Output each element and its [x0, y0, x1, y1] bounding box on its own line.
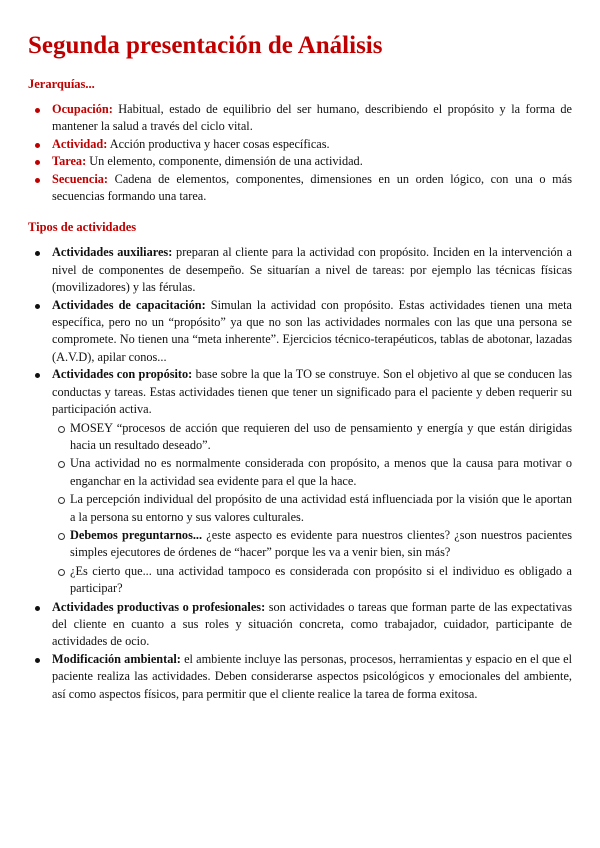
sub-text: ¿este aspecto es evidente para nuestros clientes? ¿son nuestros pacientes simples ejecutores de órdenes de “hacer” porque les va a venir bien, sin más?: [70, 527, 572, 560]
definition: preparan al cliente para la actividad con propósito. Inciden en la intervención a nivel de componentes de desempeño. Se situarían a nivel de tareas: por ejemplo las técnicas físicas (movilizadores) y las férulas.: [52, 245, 573, 295]
term: Secuencia:: [52, 171, 109, 186]
bullet-icon: [35, 373, 40, 378]
sub-text: ¿Es cierto que... una actividad tampoco es considerada con propósito si el individuo es obligado a participar?: [70, 563, 572, 596]
circle-bullet-icon: [58, 569, 65, 576]
term: Actividades productivas o profesionales:: [52, 599, 266, 614]
bullet-icon: [35, 658, 40, 663]
section-heading-jerarquias: Jerarquías...: [28, 77, 95, 91]
bullet-icon: [35, 251, 40, 256]
definition: Acción productiva y hacer cosas específicas.: [107, 136, 330, 151]
definition: el ambiente incluye las personas, procesos, herramientas y espacio en el que el paciente realiza las actividades. Deben considerarse aspectos psicológicos y emocionales del ambiente, así como aspectos físicos, para permitir que el cliente realice la tarea de forma exitosa.: [52, 651, 572, 701]
bullet-icon: [35, 143, 40, 148]
list-item: [28, 599, 572, 651]
sub-text: La percepción individual del propósito de una actividad está influenciada por la visión que le aportan a la persona su entorno y sus valores culturales.: [70, 492, 572, 524]
list-item: [28, 297, 572, 367]
definition: base sobre la que la TO se construye. Son el objetivo al que se conducen las conductas y tareas. Estas actividades tienen que tener un significado para el paciente y deben requerir su participación activa.: [52, 367, 572, 417]
sub-text: Una actividad no es normalmente considerada con propósito, a menos que la causa para motivar o enganchar en la actividad sea evidente para el que la hace.: [70, 456, 572, 488]
bullet-icon: [35, 606, 40, 611]
term: Actividades de capacitación:: [52, 297, 206, 312]
sub-list-item: [28, 491, 572, 526]
definition: Cadena de elementos, componentes, dimensiones en un orden lógico, con una o más secuencias formando una tarea.: [52, 171, 572, 204]
list-item: [28, 101, 572, 136]
definition: Simulan la actividad con propósito. Estas actividades tienen una meta específica, pero no un “propósito” ya que no son las actividades normales con las que una persona se compromete. No tienen una “meta inherente”. Ejercicios técnico-terapéuticos, tablas de abotonar, lazadas (A.V.D), apilar conos...: [52, 297, 572, 364]
list-item: [28, 244, 572, 296]
bullet-icon: [35, 178, 40, 183]
term: Actividades con propósito:: [52, 367, 193, 382]
bullet-icon: [35, 108, 40, 113]
circle-bullet-icon: [58, 533, 65, 540]
definition: Un elemento, componente, dimensión de una actividad.: [86, 154, 363, 169]
sub-list-item: [28, 527, 572, 562]
circle-bullet-icon: [58, 426, 65, 433]
list-item: [28, 366, 572, 597]
page-title: Segunda presentación de Análisis: [28, 32, 383, 59]
term: Actividad:: [52, 136, 108, 151]
sub-list: [52, 420, 572, 598]
bullet-icon: [35, 160, 40, 165]
circle-bullet-icon: [58, 461, 65, 468]
sub-text: MOSEY “procesos de acción que requieren del uso de pensamiento y energía y que están dirigidas hacia un resultado deseado”.: [70, 420, 572, 452]
list-item: [28, 136, 572, 153]
list-item: [28, 171, 572, 206]
sub-list-item: [28, 420, 572, 455]
section-heading-tipos: Tipos de actividades: [28, 220, 137, 235]
jerarquias-list: [28, 101, 572, 205]
bullet-icon: [35, 304, 40, 309]
definition: son actividades o tareas que forman parte de las expectativas del cliente en cuanto a sus roles y situación concreta, como trabajador, cuidador, participante de actividades de ocio.: [52, 599, 572, 649]
tipos-list: [28, 244, 572, 703]
sub-term: Debemos preguntarnos...: [70, 527, 203, 542]
list-item: [28, 651, 572, 703]
term: Modificación ambiental:: [52, 651, 181, 666]
sub-list-item: [28, 563, 572, 598]
list-item: [28, 153, 572, 170]
term: Tarea:: [52, 154, 87, 169]
circle-bullet-icon: [58, 497, 65, 504]
sub-list-item: [28, 455, 572, 490]
term: Ocupación:: [52, 102, 113, 116]
term: Actividades auxiliares:: [52, 245, 173, 260]
definition: Habitual, estado de equilibrio del ser humano, describiendo el propósito y la forma de mantener la salud a través del ciclo vital.: [52, 102, 572, 134]
